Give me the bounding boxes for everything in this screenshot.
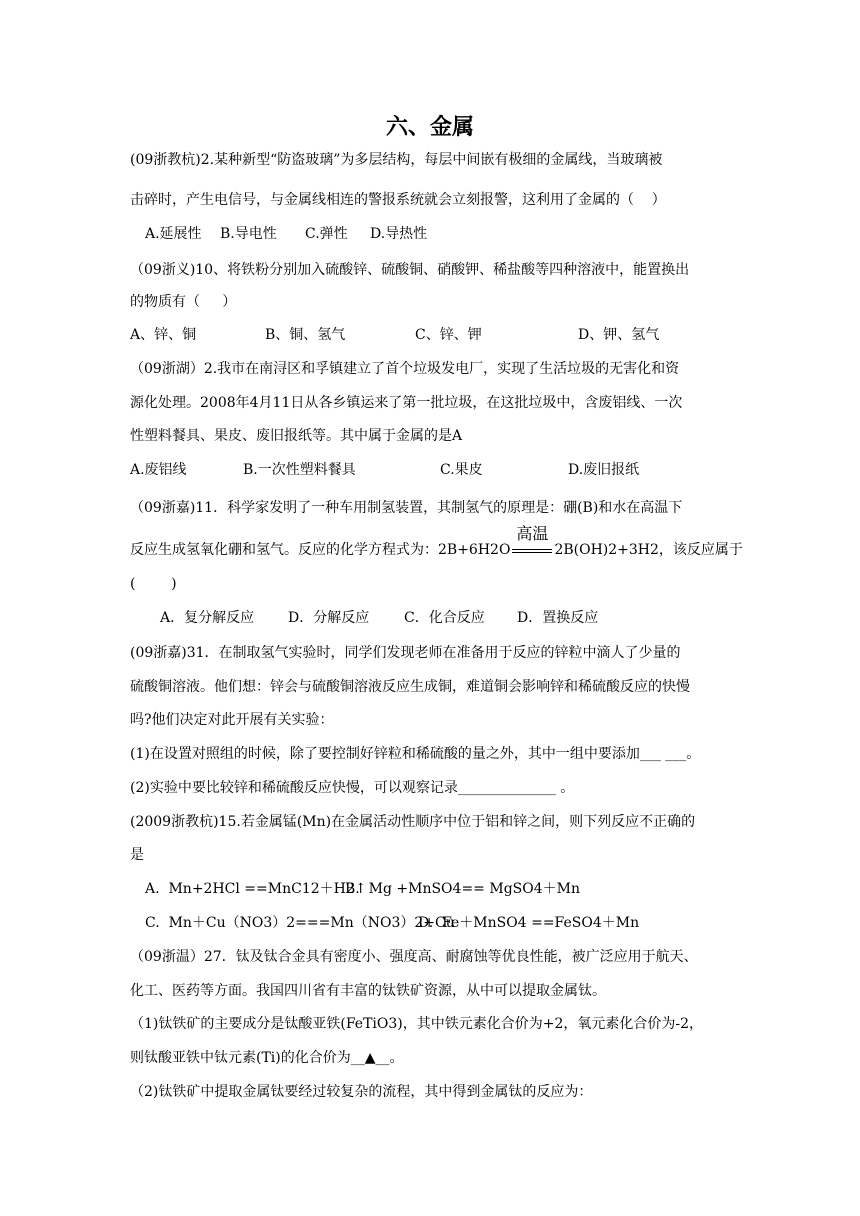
q5-line5: (2)实验中要比较锌和稀硫酸反应快慢，可以观察记录______________ 。 [130, 780, 575, 796]
q5-line3: 吗?他们决定对此开展有关实验： [130, 712, 334, 728]
q4-option-c: C．化合反应 [404, 610, 485, 626]
q7-line4: 则钛酸亚铁中钛元素(Ti)的化合价为__▲__。 [130, 1050, 404, 1066]
q4-line1: （09浙嘉)11．科学家发明了一种车用制氢装置，其制氢气的原理是：硼(B)和水在高温下 [130, 500, 683, 516]
q3-option-c: C.果皮 [440, 462, 483, 478]
q7-line5: （2)钛铁矿中提取金属钛要经过较复杂的流程，其中得到金属钛的反应为： [130, 1084, 593, 1100]
q3-option-d: D.废旧报纸 [568, 462, 640, 478]
q3-option-a: A.废铝线 [130, 462, 187, 478]
q5-line2: 硫酸铜溶液。他们想：锌会与硫酸铜溶液反应生成铜，难道铜会影响锌和稀硫酸反应的快慢 [130, 679, 690, 695]
q6-option-c: C. Mn＋Cu（NO3）2===Mn（NO3）2+Cu [145, 915, 455, 931]
q5-line4: (1)在设置对照组的时候，除了要控制好锌粒和稀硫酸的量之外，其中一组中要添加___ ___。 [130, 746, 701, 762]
q3-option-b: B.一次性塑料餐具 [243, 462, 356, 478]
q2-option-c: C、锌、钾 [415, 327, 482, 343]
q2-option-d: D、钾、氢气 [578, 327, 660, 343]
q1-line1: (09浙教杭)2.某种新型“防盗玻璃”为多层结构，每层中间嵌有极细的金属线，当玻璃被 [130, 152, 663, 168]
q6-option-a: A. Mn+2HCl ==MnC12＋H2↑ [145, 881, 367, 897]
q4-line2 [130, 524, 743, 560]
q2-line1: （09浙义)10、将铁粉分别加入硫酸锌、硫酸铜、硝酸钾、稀盐酸等四种溶液中，能置换出 [130, 262, 690, 278]
q4-line3: ( ) [130, 576, 177, 592]
q4-option-d: D．置换反应 [517, 610, 599, 626]
q4-option-b: D．分解反应 [288, 610, 370, 626]
q3-line2: 源化处理。2008年4月11日从各乡镇运来了第一批垃圾，在这批垃圾中，含废铝线、一次 [130, 395, 683, 411]
q1-line2: 击碎时，产生电信号，与金属线相连的警报系统就会立刻报警，这利用了金属的（ ） [130, 192, 666, 208]
q7-line2: 化工、医药等方面。我国四川省有丰富的钛铁矿资源，从中可以提取金属钛。 [130, 983, 606, 999]
q3-line3: 性塑料餐具、果皮、废旧报纸等。其中属于金属的是A [130, 428, 463, 444]
high-temperature-equals-sign [510, 524, 554, 560]
q2-option-b: B、铜、氢气 [265, 327, 346, 343]
q7-line1: （09浙温）27．钛及钛合金具有密度小、强度高、耐腐蚀等优良性能，被广泛应用于航天、 [130, 949, 698, 965]
q4-line2-prefix: 反应生成氢氧化硼和氢气。反应的化学方程式为：2B+6H2O [130, 542, 511, 558]
q4-option-a: A．复分解反应 [160, 610, 255, 626]
q1-option-b: B.导电性 [220, 226, 277, 242]
q3-line1: （09浙湖）2.我市在南浔区和孚镇建立了首个垃圾发电厂，实现了生活垃圾的无害化和资 [130, 361, 680, 377]
q6-line2: 是 [130, 847, 144, 863]
q2-line2: 的物质有（ ） [130, 294, 237, 310]
q1-option-c: C.弹性 [305, 226, 348, 242]
q7-line3: （1)钛铁矿的主要成分是钛酸亚铁(FeTiO3)，其中铁元素化合价为+2，氧元素化合价为-2， [130, 1016, 703, 1032]
equation-condition: 高温 [516, 524, 549, 543]
q6-option-d: D. Fe＋MnSO4 ==FeSO4＋Mn [418, 915, 640, 931]
q4-line2-suffix: 2B(OH)2+3H2，该反应属于 [554, 542, 743, 558]
q1-option-d: D.导热性 [370, 226, 428, 242]
q6-option-b: B. Mg +MnSO4== MgSO4＋Mn [345, 881, 580, 897]
q1-option-a: A.延展性 [145, 226, 202, 242]
q2-option-a: A、锌、铜 [130, 327, 197, 343]
q5-line1: (09浙嘉)31．在制取氢气实验时，同学们发现老师在准备用于反应的锌粒中滴人了少量的 [130, 645, 681, 661]
q6-line1: (2009浙教杭)15.若金属锰(Mn)在金属活动性顺序中位于铝和锌之间，则下列反应不正确的 [130, 814, 696, 830]
page-title: 六、金属 [385, 115, 474, 140]
